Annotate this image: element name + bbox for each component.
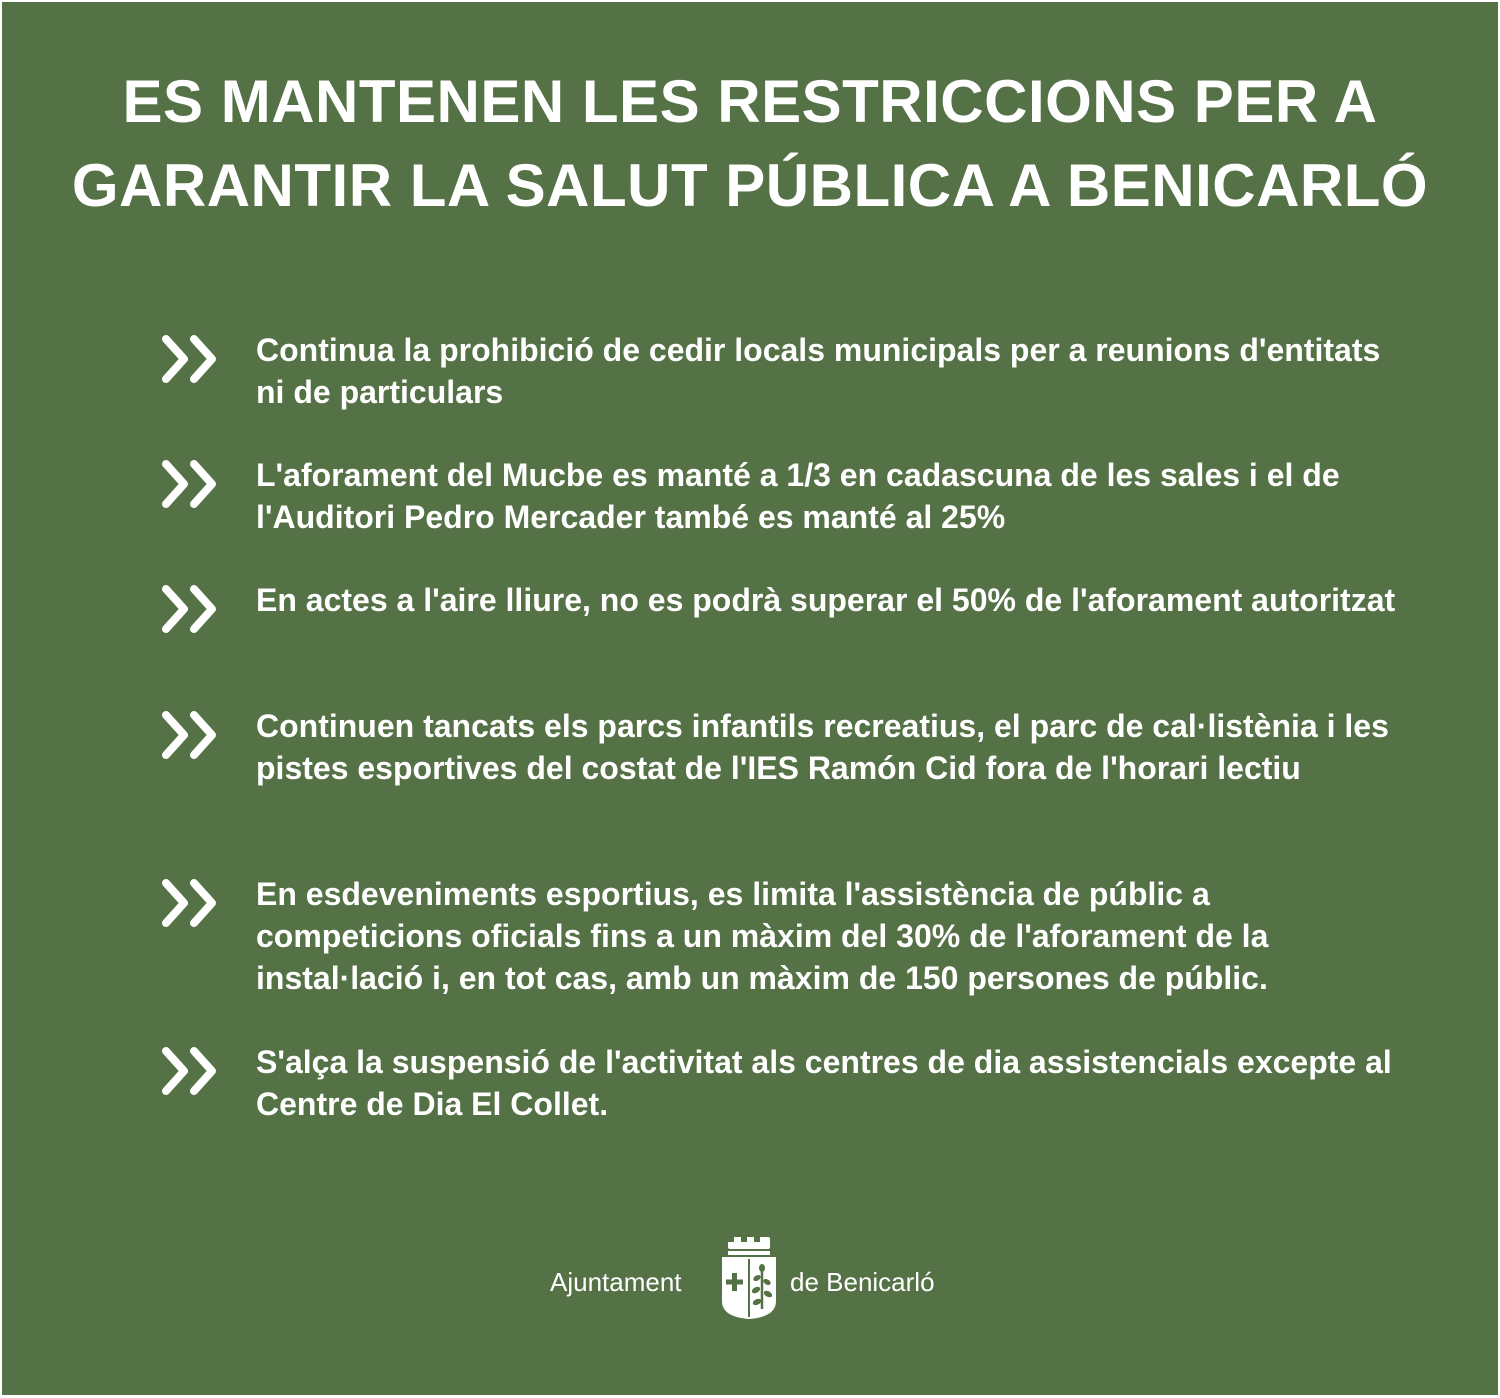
double-chevron-right-icon: [160, 1045, 222, 1097]
list-item-text: S'alça la suspensió de l'activitat als centres de dia assistencials excepte al Centre de Dia El Collet.: [256, 1044, 1392, 1122]
footer-logo: [550, 1235, 970, 1325]
title-line-1: ES MANTENEN LES RESTRICCIONS PER A: [122, 68, 1378, 135]
coat-of-arms-icon: [719, 1235, 779, 1321]
double-chevron-right-icon: [160, 583, 222, 635]
poster: [2, 2, 1498, 1395]
double-chevron-right-icon: [160, 709, 222, 761]
list-item-text: Continuen tancats els parcs infantils recreatius, el parc de cal·listènia i les pistes esportives del costat de l'IES Ramón Cid fora de l'horari lectiu: [256, 708, 1389, 786]
restrictions-list: [2, 2, 1498, 1395]
title-line-2: GARANTIR LA SALUT PÚBLICA A BENICARLÓ: [71, 152, 1429, 219]
double-chevron-right-icon: [160, 458, 222, 510]
double-chevron-right-icon: [160, 333, 222, 385]
list-item-text: L'aforament del Mucbe es manté a 1/3 en cadascuna de les sales i el de l'Auditori Pedro Mercader també es manté al 25%: [256, 457, 1340, 535]
footer-benicarlo: de Benicarló: [790, 1267, 935, 1297]
double-chevron-right-icon: [160, 877, 222, 929]
footer-ajuntament: Ajuntament: [550, 1267, 682, 1297]
list-item-text: Continua la prohibició de cedir locals municipals per a reunions d'entitats ni de particulars: [256, 332, 1381, 410]
list-item-text: En actes a l'aire lliure, no es podrà superar el 50% de l'aforament autoritzat: [256, 582, 1396, 618]
list-item-text: En esdeveniments esportius, es limita l'assistència de públic a competicions oficials fins a un màxim del 30% de l'aforament de la instal·lació i, en tot cas, amb un màxim de 150 persones de públic.: [256, 876, 1269, 996]
